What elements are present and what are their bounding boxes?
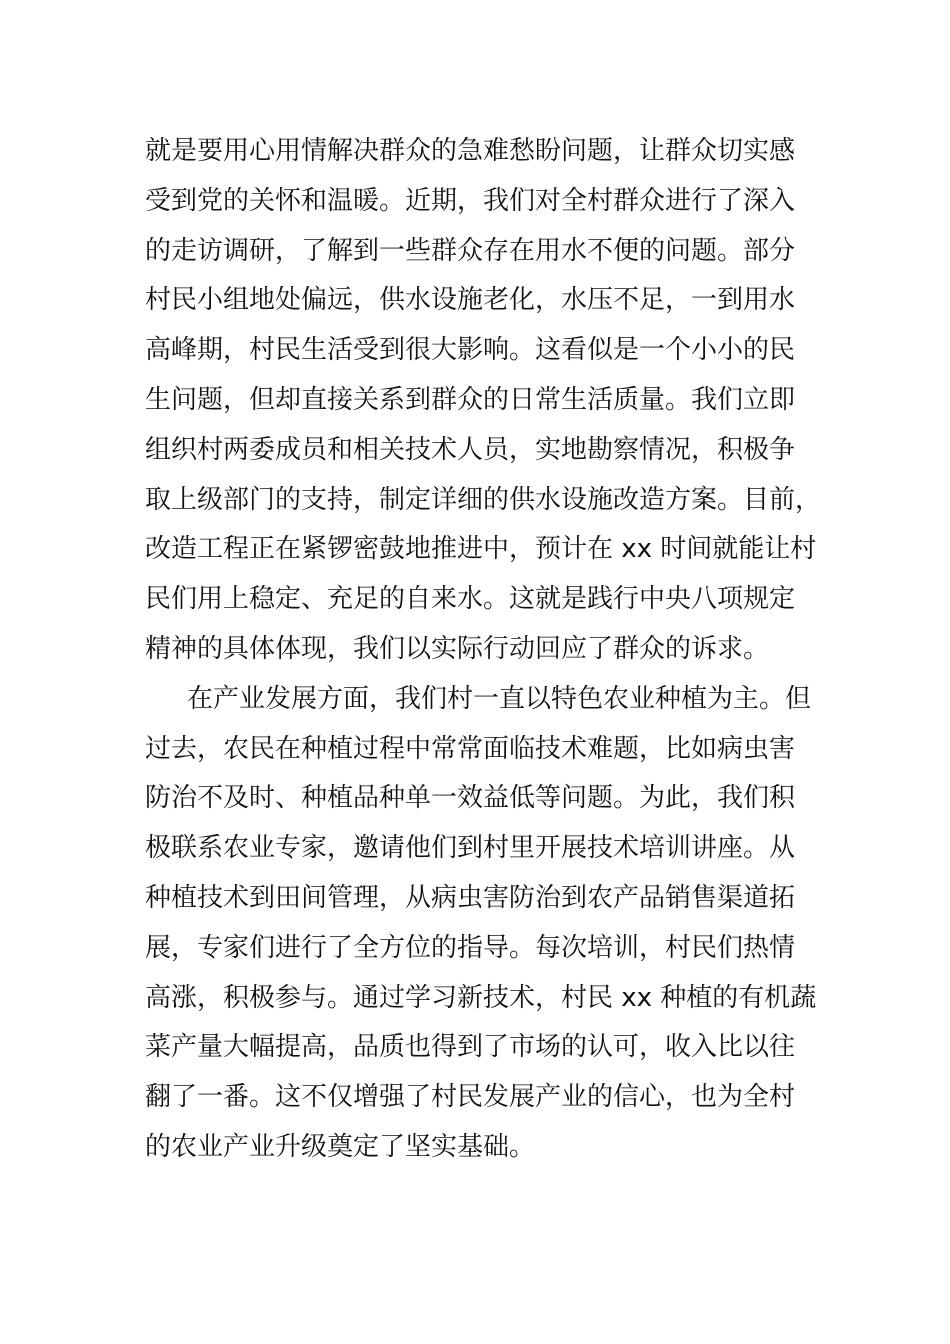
paragraph-1	[145, 127, 822, 675]
text-line: 生问题，但却直接关系到群众的日常生活质量。我们立即	[145, 384, 796, 415]
text-line: 组织村两委成员和相关技术人员，实地勘察情况，积极争	[145, 434, 796, 465]
document-body	[145, 127, 822, 1173]
text-line-indented: 在产业发展方面，我们村一直以特色农业种植为主。但	[187, 683, 812, 714]
text-line: 展，专家们进行了全方位的指导。每次培训，村民们热情	[145, 932, 796, 963]
text-line: 过去，农民在种植过程中常常面临技术难题，比如病虫害	[145, 733, 796, 764]
text-line: 防治不及时、种植品种单一效益低等问题。为此，我们积	[145, 783, 796, 814]
text-line: 就是要用心用情解决群众的急难愁盼问题，让群众切实感	[145, 136, 796, 166]
text-line: 改造工程正在紧锣密鼓地推进中，预计在 xx 时间就能让村	[145, 534, 817, 565]
text-line: 受到党的关怀和温暖。近期，我们对全村群众进行了深入	[145, 185, 796, 216]
paragraph-2	[145, 675, 817, 1173]
text-line: 种植技术到田间管理，从病虫害防治到农产品销售渠道拓	[145, 882, 796, 913]
text-line: 精神的具体体现，我们以实际行动回应了群众的诉求。	[145, 633, 770, 664]
text-line: 翻了一番。这不仅增强了村民发展产业的信心，也为全村	[145, 1082, 796, 1113]
text-line: 菜产量大幅提高，品质也得到了市场的认可，收入比以往	[145, 1032, 796, 1063]
text-line: 村民小组地处偏远，供水设施老化，水压不足，一到用水	[145, 285, 796, 316]
text-line: 民们用上稳定、充足的自来水。这就是践行中央八项规定	[145, 584, 796, 615]
text-line: 取上级部门的支持，制定详细的供水设施改造方案。目前，	[145, 484, 822, 515]
text-line: 极联系农业专家，邀请他们到村里开展技术培训讲座。从	[145, 833, 796, 864]
text-line: 高涨，积极参与。通过学习新技术，村民 xx 种植的有机蔬	[145, 982, 817, 1013]
text-line: 的走访调研，了解到一些群众存在用水不便的问题。部分	[145, 235, 796, 266]
text-line: 高峰期，村民生活受到很大影响。这看似是一个小小的民	[145, 335, 796, 366]
text-line: 的农业产业升级奠定了坚实基础。	[145, 1131, 536, 1162]
